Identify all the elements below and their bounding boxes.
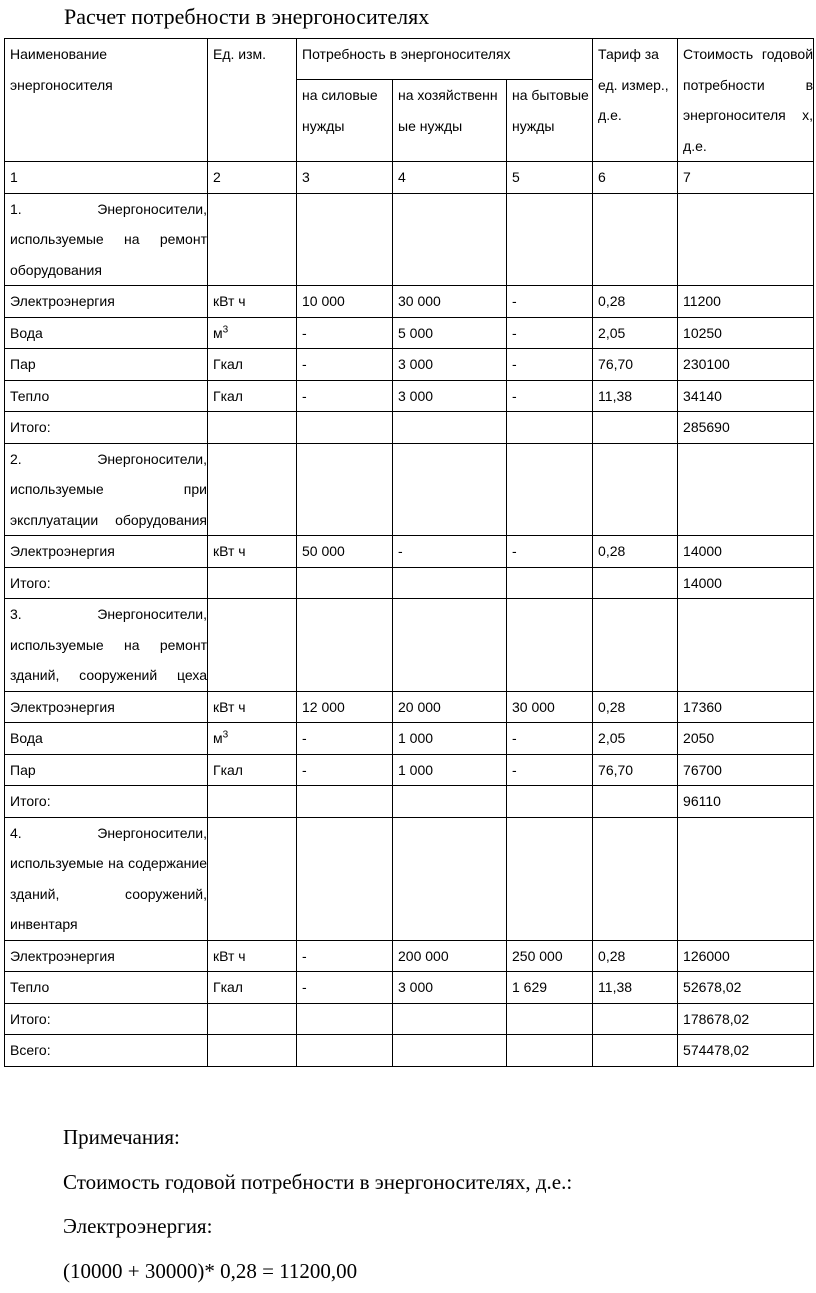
empty-cell: [208, 1035, 297, 1067]
subtotal-row: [5, 567, 814, 599]
col-cost: 34140: [678, 380, 814, 412]
col-power: -: [297, 349, 393, 381]
notes-line: Электроэнергия:: [63, 1204, 572, 1249]
subtotal-value: 96110: [678, 786, 814, 818]
col-unit: Гкал: [208, 972, 297, 1004]
col-cost: 17360: [678, 691, 814, 723]
col-household: 5 000: [393, 317, 507, 349]
empty-cell: [507, 817, 593, 940]
table-row: [5, 536, 814, 568]
empty-cell: [507, 599, 593, 692]
col-name: Электроэнергия: [5, 691, 208, 723]
col-household: 200 000: [393, 940, 507, 972]
col-tariff: 2,05: [593, 317, 678, 349]
col-cost: 14000: [678, 536, 814, 568]
section-header-row: [5, 599, 814, 692]
column-number-row: [5, 162, 814, 194]
col-domestic: 30 000: [507, 691, 593, 723]
col-power: -: [297, 972, 393, 1004]
header-cost: Стоимость годовой потребности в энергоносителя х, д.е.: [678, 39, 814, 162]
empty-cell: [208, 412, 297, 444]
empty-cell: [208, 817, 297, 940]
table-row: [5, 380, 814, 412]
notes-line: (10000 + 30000)* 0,28 = 11200,00: [63, 1249, 572, 1293]
empty-cell: [393, 193, 507, 286]
empty-cell: [593, 599, 678, 692]
header-household: на хозяйственн ые нужды: [393, 80, 507, 162]
section-header-row: [5, 193, 814, 286]
subtotal-label: Итого:: [5, 1003, 208, 1035]
column-number: 5: [507, 162, 593, 194]
col-cost: 230100: [678, 349, 814, 381]
col-power: -: [297, 723, 393, 755]
col-name: Электроэнергия: [5, 940, 208, 972]
col-unit: кВт ч: [208, 286, 297, 318]
col-domestic: -: [507, 317, 593, 349]
col-name: Пар: [5, 349, 208, 381]
empty-cell: [297, 786, 393, 818]
page-title: Расчет потребности в энергоносителях: [64, 2, 429, 32]
table-row: [5, 691, 814, 723]
table-row: [5, 286, 814, 318]
empty-cell: [507, 1003, 593, 1035]
empty-cell: [297, 412, 393, 444]
header-row: [5, 39, 814, 80]
col-tariff: 0,28: [593, 940, 678, 972]
header-demand: Потребность в энергоносителях: [297, 39, 593, 80]
column-number: 4: [393, 162, 507, 194]
empty-cell: [208, 1003, 297, 1035]
col-domestic: -: [507, 723, 593, 755]
col-power: -: [297, 940, 393, 972]
table-row: [5, 940, 814, 972]
col-name: Вода: [5, 317, 208, 349]
header-tariff: Тариф за ед. измер., д.е.: [593, 39, 678, 162]
column-number: 3: [297, 162, 393, 194]
empty-cell: [297, 599, 393, 692]
header-power: на силовые нужды: [297, 80, 393, 162]
col-tariff: 0,28: [593, 286, 678, 318]
empty-cell: [507, 412, 593, 444]
col-household: -: [393, 536, 507, 568]
col-name: Тепло: [5, 380, 208, 412]
table-row: [5, 317, 814, 349]
subtotal-value: 178678,02: [678, 1003, 814, 1035]
col-cost: 76700: [678, 754, 814, 786]
column-number: 7: [678, 162, 814, 194]
empty-cell: [393, 412, 507, 444]
grand-total-value: 574478,02: [678, 1035, 814, 1067]
col-domestic: -: [507, 349, 593, 381]
subtotal-label: Итого:: [5, 412, 208, 444]
empty-cell: [208, 193, 297, 286]
col-name: Тепло: [5, 972, 208, 1004]
col-cost: 10250: [678, 317, 814, 349]
col-power: -: [297, 380, 393, 412]
col-power: 12 000: [297, 691, 393, 723]
col-household: 30 000: [393, 286, 507, 318]
section-title: 2. Энергоносители, используемые при эксплуатации оборудования: [5, 443, 208, 536]
col-domestic: -: [507, 286, 593, 318]
column-number: 1: [5, 162, 208, 194]
empty-cell: [593, 817, 678, 940]
notes-line: Стоимость годовой потребности в энергоносителях, д.е.:: [63, 1160, 572, 1205]
col-cost: 126000: [678, 940, 814, 972]
empty-cell: [678, 193, 814, 286]
empty-cell: [208, 443, 297, 536]
col-cost: 11200: [678, 286, 814, 318]
col-power: -: [297, 754, 393, 786]
empty-cell: [678, 817, 814, 940]
col-domestic: 250 000: [507, 940, 593, 972]
column-number: 2: [208, 162, 297, 194]
subtotal-value: 285690: [678, 412, 814, 444]
section-title: 1. Энергоносители, используемые на ремонт оборудования: [5, 193, 208, 286]
col-name: Пар: [5, 754, 208, 786]
col-unit: Гкал: [208, 349, 297, 381]
empty-cell: [208, 786, 297, 818]
col-unit: $м^3$: [208, 723, 297, 755]
empty-cell: [393, 1035, 507, 1067]
empty-cell: [297, 817, 393, 940]
empty-cell: [393, 1003, 507, 1035]
col-tariff: 0,28: [593, 536, 678, 568]
subtotal-label: Итого:: [5, 567, 208, 599]
subtotal-row: [5, 1003, 814, 1035]
empty-cell: [593, 1035, 678, 1067]
empty-cell: [593, 193, 678, 286]
section-header-row: [5, 443, 814, 536]
empty-cell: [393, 567, 507, 599]
subtotal-value: 14000: [678, 567, 814, 599]
col-name: Электроэнергия: [5, 536, 208, 568]
notes-heading: Примечания:: [63, 1115, 572, 1160]
col-domestic: -: [507, 380, 593, 412]
empty-cell: [208, 567, 297, 599]
subtotal-label: Итого:: [5, 786, 208, 818]
col-tariff: 76,70: [593, 349, 678, 381]
column-number: 6: [593, 162, 678, 194]
col-name: Вода: [5, 723, 208, 755]
subtotal-row: [5, 412, 814, 444]
col-unit: Гкал: [208, 754, 297, 786]
empty-cell: [393, 599, 507, 692]
table-row: [5, 349, 814, 381]
col-domestic: -: [507, 536, 593, 568]
empty-cell: [393, 786, 507, 818]
empty-cell: [393, 817, 507, 940]
empty-cell: [297, 1035, 393, 1067]
empty-cell: [208, 599, 297, 692]
col-power: 50 000: [297, 536, 393, 568]
table-row: [5, 723, 814, 755]
col-power: -: [297, 317, 393, 349]
table-row: [5, 754, 814, 786]
empty-cell: [593, 412, 678, 444]
empty-cell: [507, 786, 593, 818]
table-row: [5, 972, 814, 1004]
notes: [63, 1115, 572, 1293]
section-header-row: [5, 817, 814, 940]
col-unit: кВт ч: [208, 691, 297, 723]
header-unit: Ед. изм.: [208, 39, 297, 162]
col-tariff: 11,38: [593, 380, 678, 412]
grand-total-row: [5, 1035, 814, 1067]
header-name: Наименование энергоносителя: [5, 39, 208, 162]
col-unit: $м^3$: [208, 317, 297, 349]
col-unit: кВт ч: [208, 940, 297, 972]
col-tariff: 2,05: [593, 723, 678, 755]
empty-cell: [297, 443, 393, 536]
empty-cell: [678, 599, 814, 692]
col-tariff: 76,70: [593, 754, 678, 786]
col-household: 3 000: [393, 972, 507, 1004]
header-domestic: на бытовые нужды: [507, 80, 593, 162]
empty-cell: [507, 1035, 593, 1067]
col-household: 1 000: [393, 723, 507, 755]
empty-cell: [593, 1003, 678, 1035]
section-title: 3. Энергоносители, используемые на ремонт зданий, сооружений цеха: [5, 599, 208, 692]
col-household: 3 000: [393, 380, 507, 412]
col-unit: Гкал: [208, 380, 297, 412]
empty-cell: [593, 443, 678, 536]
col-household: 1 000: [393, 754, 507, 786]
empty-cell: [507, 567, 593, 599]
energy-demand-table: [4, 38, 814, 1067]
col-cost: 2050: [678, 723, 814, 755]
col-domestic: -: [507, 754, 593, 786]
col-name: Электроэнергия: [5, 286, 208, 318]
section-title: 4. Энергоносители, используемые на содержание зданий, сооружений, инвентаря: [5, 817, 208, 940]
empty-cell: [593, 567, 678, 599]
empty-cell: [297, 193, 393, 286]
subtotal-row: [5, 786, 814, 818]
col-tariff: 0,28: [593, 691, 678, 723]
grand-total-label: Всего:: [5, 1035, 208, 1067]
empty-cell: [297, 1003, 393, 1035]
empty-cell: [678, 443, 814, 536]
empty-cell: [507, 443, 593, 536]
empty-cell: [593, 786, 678, 818]
col-unit: кВт ч: [208, 536, 297, 568]
col-cost: 52678,02: [678, 972, 814, 1004]
empty-cell: [393, 443, 507, 536]
col-household: 20 000: [393, 691, 507, 723]
col-tariff: 11,38: [593, 972, 678, 1004]
empty-cell: [297, 567, 393, 599]
col-household: 3 000: [393, 349, 507, 381]
empty-cell: [507, 193, 593, 286]
col-domestic: 1 629: [507, 972, 593, 1004]
col-power: 10 000: [297, 286, 393, 318]
